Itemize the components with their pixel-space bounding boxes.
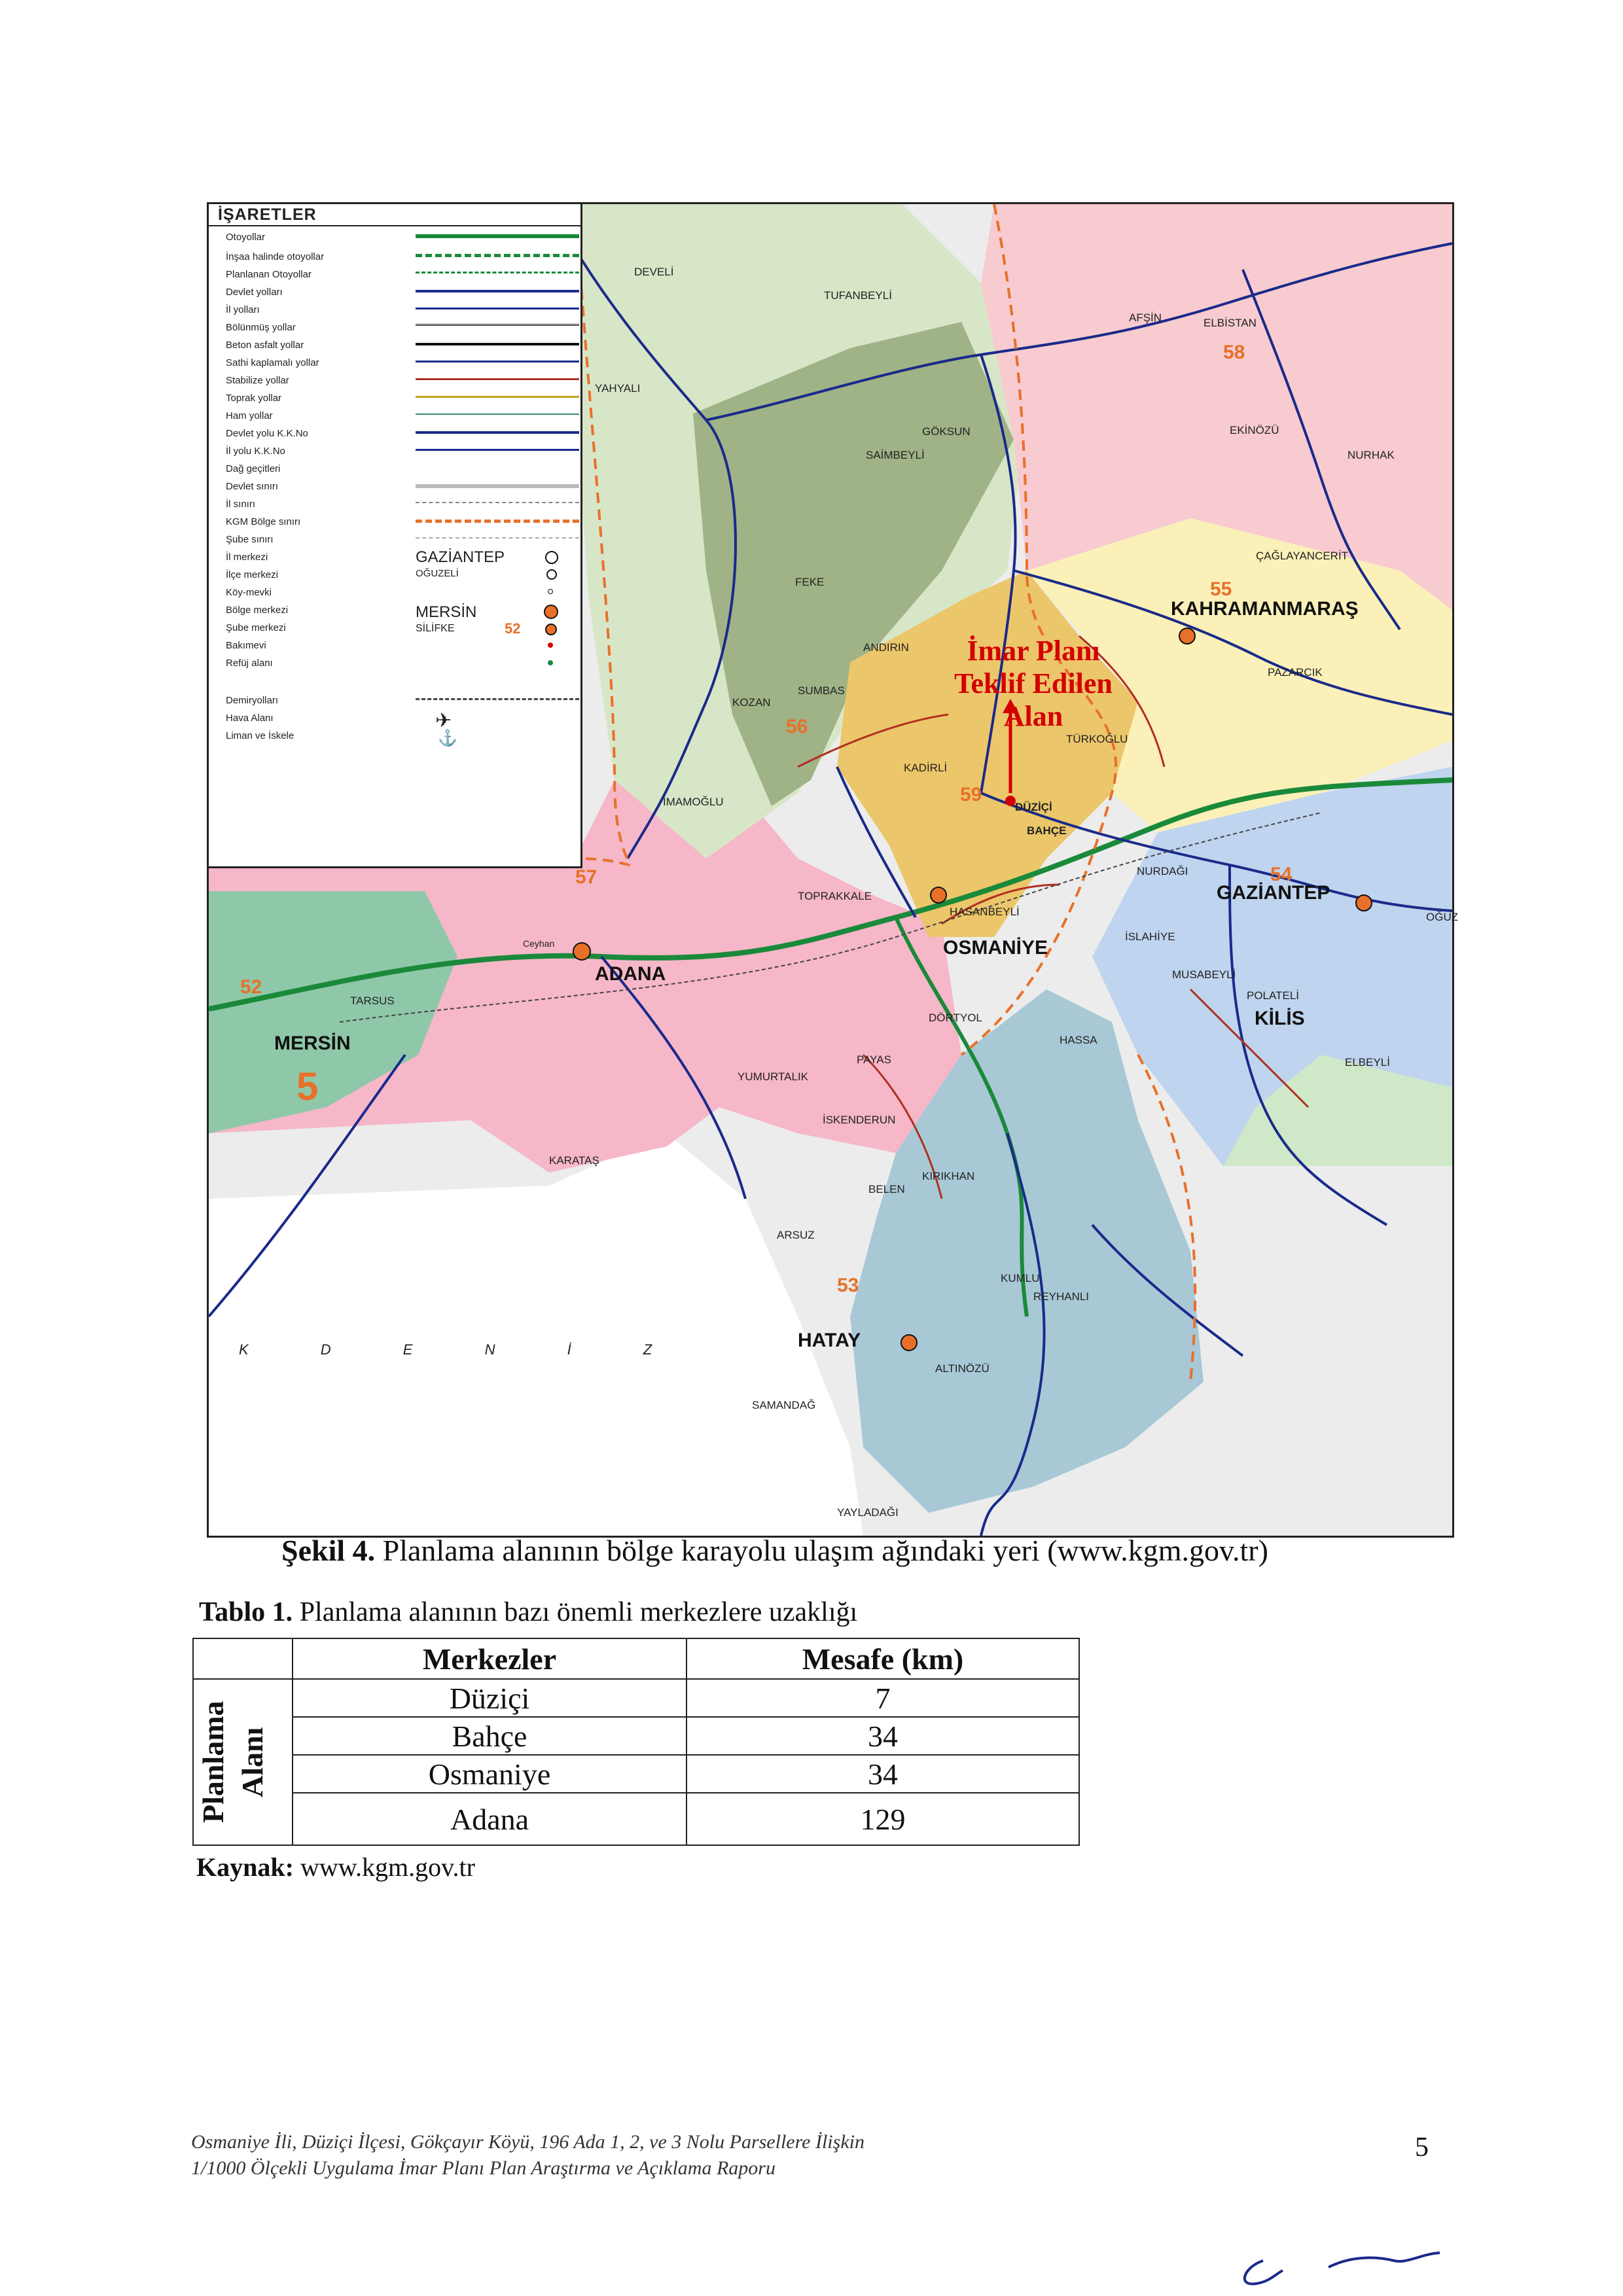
town-label: DÜZİÇİ (1015, 801, 1052, 813)
town-label: BAHÇE (1027, 824, 1067, 837)
town-label: HASANBEYLİ (950, 906, 1020, 918)
figure-text: Planlama alanının bölge karayolu ulaşım ağındaki yeri (www.kgm.gov.tr) (382, 1534, 1268, 1567)
page-number: 5 (1415, 2132, 1429, 2163)
town-label: DEVELİ (634, 266, 674, 278)
town-label: İSLAHİYE (1125, 930, 1175, 943)
legend-sample-bolge: MERSİN (416, 603, 477, 621)
figure-caption (281, 1533, 1268, 1568)
town-label: TARSUS (350, 995, 395, 1007)
column-header: Merkezler (293, 1638, 687, 1679)
legend-item: İl yolu K.K.No (226, 446, 285, 457)
town-label: NURHAK (1347, 449, 1395, 461)
legend-item: KGM Bölge sınırı (226, 516, 301, 527)
orange-circle-icon (545, 624, 557, 635)
legend-item: Devlet yolu K.K.No (226, 428, 308, 439)
town-label: ARSUZ (777, 1229, 815, 1241)
table-cell: 129 (687, 1793, 1079, 1845)
source-label: Kaynak: (196, 1852, 294, 1882)
circle-icon (546, 569, 557, 580)
footer-line: Osmaniye İli, Düziçi İlçesi, Gökçayır Köyü, 196 Ada 1, 2, ve 3 Nolu Parsellere İlişkin (191, 2131, 865, 2153)
table-cell: Adana (293, 1793, 687, 1845)
legend-item: Otoyollar (226, 232, 266, 243)
region-number: 57 (575, 866, 597, 888)
town-label: TÜRKOĞLU (1066, 733, 1128, 745)
town-label: DÖRTYOL (929, 1012, 982, 1024)
planning-area-label: Planlama Alanı (196, 1701, 269, 1824)
legend-item: Köy-mevki (226, 587, 272, 598)
legend-item: Toprak yollar (226, 393, 282, 404)
legend-item: İl yolları (226, 304, 260, 315)
legend-item: İl sınırı (226, 499, 256, 510)
distance-table (192, 1638, 1080, 1846)
town-label: FEKE (795, 576, 825, 588)
region-number: 52 (240, 976, 262, 998)
town-label: GÖKSUN (922, 425, 971, 438)
legend-item: Refüj alanı (226, 658, 273, 669)
region-number: 53 (837, 1275, 859, 1296)
legend-item: İnşaa halinde otoyollar (226, 251, 325, 262)
red-dot-icon (548, 643, 553, 648)
legend-item: Devlet yolları (226, 287, 283, 298)
source-text: www.kgm.gov.tr (300, 1852, 475, 1882)
city-label: KİLİS (1255, 1008, 1305, 1029)
legend-sample-ilce: OĞUZELİ (416, 568, 459, 579)
source-note (196, 1852, 475, 1882)
city-label: ADANA (595, 963, 666, 985)
airport-icon: ✈ (435, 710, 452, 732)
regional-road-map (207, 202, 1459, 1538)
legend-item: Beton asfalt yollar (226, 340, 304, 351)
proposed-area-annotation: İmar Planı Teklif Edilen Alan (954, 635, 1113, 732)
legend-item: Şube merkezi (226, 622, 286, 633)
table-cell: 34 (687, 1755, 1079, 1793)
city-label: GAZİANTEP (1217, 882, 1330, 904)
region-number: 55 (1210, 578, 1232, 600)
anchor-icon: ⚓ (438, 730, 457, 747)
town-label: ÇAĞLAYANCERİT (1256, 550, 1349, 562)
town-label: BELEN (868, 1183, 905, 1195)
legend-item: Şube sınırı (226, 534, 274, 545)
legend-item: Bölge merkezi (226, 605, 289, 616)
town-label: AFŞİN (1129, 311, 1162, 324)
town-label: KADİRLİ (904, 762, 948, 774)
town-label: İMAMOĞLU (663, 796, 724, 808)
legend-item: Liman ve İskele (226, 730, 294, 741)
column-header: Mesafe (km) (687, 1638, 1079, 1679)
dot-icon (548, 589, 553, 594)
town-label: ELBİSTAN (1204, 317, 1257, 329)
region-number: 59 (960, 784, 982, 805)
table-cell: 7 (687, 1679, 1079, 1717)
legend-item: Dağ geçitleri (226, 463, 281, 474)
town-label: POLATELİ (1247, 989, 1299, 1002)
town-label: TOPRAKKALE (798, 890, 872, 902)
city-label: KAHRAMANMARAŞ (1171, 598, 1359, 620)
town-label: Ceyhan (523, 938, 555, 949)
town-label: ANDIRIN (863, 641, 909, 654)
town-label: YUMURTALIK (738, 1070, 809, 1083)
row-group-header (193, 1679, 293, 1845)
town-label: NURDAĞI (1137, 865, 1188, 877)
town-label: SAMANDAĞ (752, 1399, 816, 1411)
legend-item: Stabilize yollar (226, 375, 289, 386)
town-label: KARATAŞ (549, 1154, 599, 1167)
town-label: ALTINÖZÜ (935, 1362, 990, 1375)
map-legend (209, 204, 582, 868)
table-label: Tablo 1. (199, 1597, 293, 1627)
town-label: MUSABEYLİ (1172, 968, 1236, 981)
legend-title: İŞARETLER (209, 204, 580, 226)
town-label: ELBEYLİ (1345, 1056, 1390, 1069)
region-big-number: 5 (296, 1065, 319, 1108)
legend-sample-il: GAZİANTEP (416, 548, 505, 566)
town-label: SAİMBEYLİ (866, 449, 925, 461)
town-label: SUMBAS (798, 684, 845, 697)
city-label: HATAY (798, 1330, 861, 1351)
legend-sample-sube-no: 52 (505, 620, 521, 637)
legend-item: Bakımevi (226, 640, 266, 651)
town-label: İSKENDERUN (823, 1114, 896, 1126)
region-number: 54 (1270, 864, 1293, 885)
signature-mark (1224, 2241, 1486, 2293)
legend-item: Hava Alanı (226, 713, 274, 724)
page-footer (191, 2129, 865, 2181)
town-label: EKİNÖZÜ (1230, 424, 1279, 436)
legend-item: Bölünmüş yollar (226, 322, 296, 333)
green-dot-icon (548, 660, 553, 665)
town-label: KOZAN (732, 696, 771, 709)
region-number: 58 (1223, 342, 1245, 363)
legend-item: İl merkezi (226, 552, 268, 563)
table-cell: 34 (687, 1717, 1079, 1755)
town-label: TUFANBEYLİ (824, 289, 892, 302)
town-label: YAYLADAĞI (837, 1506, 899, 1519)
legend-item: Demiryolları (226, 695, 279, 706)
circle-icon (545, 551, 558, 564)
town-label: REYHANLI (1033, 1290, 1090, 1303)
city-label: MERSİN (274, 1033, 351, 1054)
legend-item: Ham yollar (226, 410, 273, 421)
table-title: Planlama alanının bazı önemli merkezlere uzaklığı (299, 1597, 858, 1627)
table-cell: Osmaniye (293, 1755, 687, 1793)
legend-item: İlçe merkezi (226, 569, 279, 580)
town-label: KUMLU (1001, 1272, 1040, 1284)
city-label: OSMANİYE (943, 937, 1048, 959)
town-label: PAZARCIK (1268, 666, 1323, 679)
region-number: 56 (786, 716, 808, 737)
town-label: YAHYALI (595, 382, 641, 395)
footer-line: 1/1000 Ölçekli Uygulama İmar Planı Plan Araştırma ve Açıklama Raporu (191, 2157, 776, 2179)
town-label: PAYAS (857, 1053, 891, 1066)
orange-circle-icon (544, 605, 558, 619)
legend-item: Planlanan Otoyollar (226, 269, 312, 280)
town-label: KIRIKHAN (922, 1170, 975, 1182)
figure-label: Şekil 4. (281, 1534, 376, 1567)
town-label: OĞUZ (1426, 911, 1459, 923)
legend-sample-sube: SİLİFKE (416, 623, 455, 634)
table-cell: Bahçe (293, 1717, 687, 1755)
table-caption (199, 1597, 857, 1628)
legend-item: Sathi kaplamalı yollar (226, 357, 319, 368)
sea-label: K D E N İ Z (239, 1341, 687, 1358)
table-cell: Düziçi (293, 1679, 687, 1717)
town-label: HASSA (1060, 1034, 1097, 1046)
legend-item: Devlet sınırı (226, 481, 279, 492)
